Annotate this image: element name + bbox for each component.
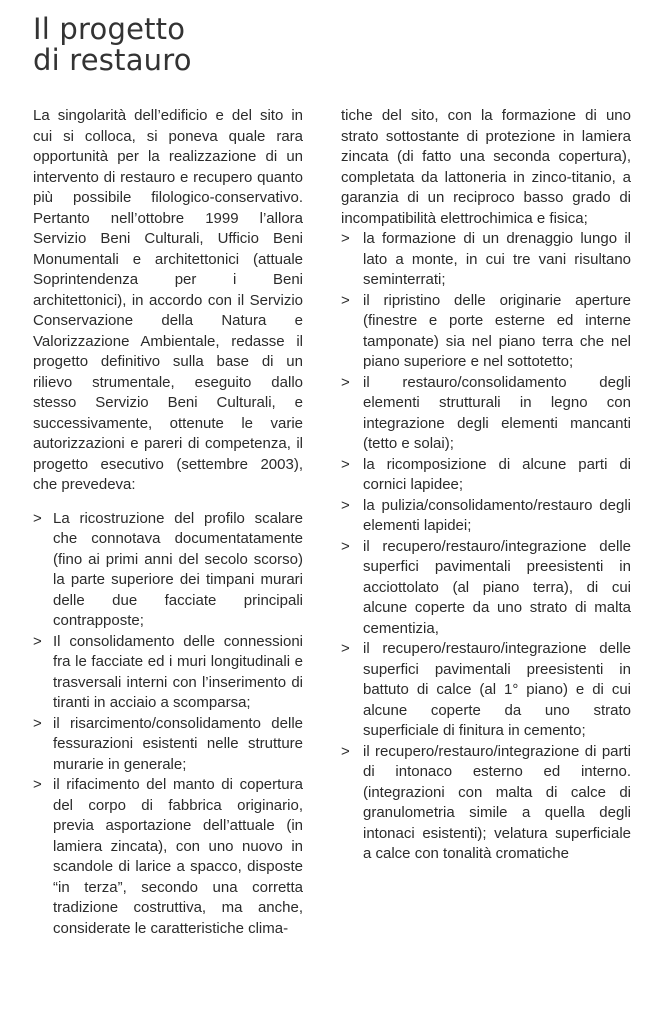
list-item	[341, 455, 631, 496]
list-item	[341, 742, 631, 865]
list-item-text: il recupero/restauro/integrazione di parti di intonaco esterno ed interno. (integrazioni con malta di calce di granulometria simile a quella degli intonaci esistenti); velatura superficiale a calce con tonalità cromatiche	[363, 742, 631, 862]
list-item	[33, 775, 303, 939]
list-item	[33, 632, 303, 714]
right-bullet-list	[341, 229, 631, 865]
page-title	[33, 14, 192, 76]
bullet-marker: >	[341, 455, 350, 473]
intro-paragraph: La singolarità dell’edificio e del sito in cui si colloca, si poneva quale rara opportunità per la realizzazione di un intervento di restauro e recupero quanto più possibile filologico-conservativo. Pertanto nell’ottobre 1999 l’allora Servizio Beni Culturali, Ufficio Beni Monumentali e architettonici (attuale Soprintendenza per i Beni architettonici), in accordo con il Servizio Conservazione della Natura e Valorizzazione Ambientale, redasse il progetto definitivo sulla base di un rilievo strumentale, eseguito dallo stesso Servizio Beni Culturali, e successivamente, ottenute le varie autorizzazioni e pareri di competenza, il progetto esecutivo (settembre 2003), che prevedeva:	[33, 107, 303, 493]
left-bullet-list	[33, 509, 303, 940]
list-item-text: la pulizia/consolidamento/restauro degli elementi lapidei;	[363, 496, 631, 534]
list-item	[341, 229, 631, 291]
bullet-marker: >	[341, 291, 350, 309]
list-item-text: il rifacimento del manto di copertura del corpo di fabbrica originario, previa asportazione dell’attuale (in lamiera zincata), con uno nuovo in scandole di larice a spacco, disposte “in terza”, secondo una corretta tradizione costruttiva, ma anche, considerate le caratteristiche clima-	[53, 776, 303, 937]
list-item-text: Il consolidamento delle connessioni fra le facciate ed i muri longitudinali e trasversali interni con l’inserimento di tiranti in acciaio a scomparsa;	[53, 632, 303, 711]
list-item	[341, 291, 631, 373]
left-column	[33, 106, 303, 939]
bullet-marker: >	[341, 496, 350, 514]
list-item	[341, 496, 631, 537]
continuation-paragraph: tiche del sito, con la formazione di uno strato sottostante di protezione in lamiera zincata (di fatto una seconda copertura), completata da lattoneria in zinco-titanio, a garanzia di un reciproco basso grado di incompatibilità elettrochimica e fisica;	[341, 107, 631, 227]
bullet-marker: >	[341, 742, 350, 760]
list-item	[341, 639, 631, 742]
bullet-marker: >	[341, 537, 350, 555]
bullet-marker: >	[33, 714, 42, 732]
title-line-1: Il progetto	[33, 12, 186, 46]
bullet-marker: >	[341, 230, 350, 247]
list-item-text: il recupero/restauro/integrazione delle superfici pavimentali preesistenti in battuto di calce (al 1° piano) e di cui alcune coperte da uno strato superficiale di finitura in cemento;	[363, 640, 631, 739]
list-item-text: il ripristino delle originarie aperture (finestre e porte esterne ed interne tamponate) sia nel piano terra che nel piano superiore e nel sottotetto;	[363, 291, 631, 370]
list-item	[33, 714, 303, 776]
list-item	[341, 537, 631, 640]
list-item-text: il recupero/restauro/integrazione delle superfici pavimentali preesistenti in acciottolato (al piano terra), di cui alcune coperte da uno strato di malta cementizia,	[363, 537, 631, 637]
list-item	[341, 373, 631, 455]
right-column	[341, 106, 631, 865]
bullet-marker: >	[341, 640, 350, 657]
bullet-marker: >	[33, 632, 42, 650]
list-item-text: la formazione di un drenaggio lungo il lato a monte, in cui tre vani risultano seminterrati;	[363, 230, 631, 288]
bullet-marker: >	[341, 373, 350, 391]
bullet-marker: >	[33, 776, 42, 793]
list-item-text: il risarcimento/consolidamento delle fessurazioni esistenti nelle strutture murarie in generale;	[53, 714, 303, 773]
bullet-marker: >	[33, 509, 42, 527]
list-item-text: il restauro/consolidamento degli elementi strutturali in legno con integrazione degli elementi mancanti (tetto e solai);	[363, 373, 631, 452]
list-item	[33, 509, 303, 632]
list-item-text: la ricomposizione di alcune parti di cornici lapidee;	[363, 455, 631, 493]
list-item-text: La ricostruzione del profilo scalare che connotava documentatamente (fino ai primi anni del secolo scorso) la parte superiore dei timpani murari delle due facciate principali contrapposte;	[53, 509, 303, 629]
title-line-2: di restauro	[33, 43, 192, 77]
